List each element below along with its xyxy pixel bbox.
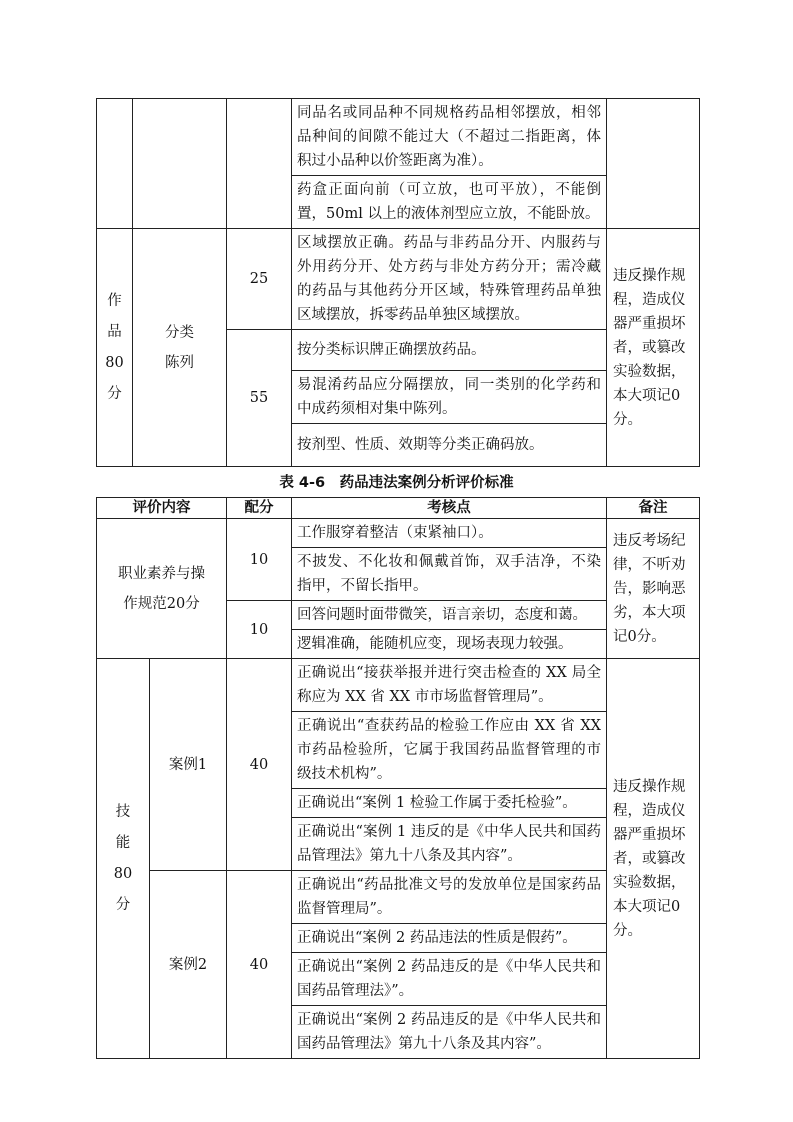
score-cell: 10 (227, 601, 292, 659)
case-name: 案例1 (150, 659, 227, 871)
header-row (97, 498, 700, 519)
check-item: 药盒正面向前（可立放，也可平放），不能倒置，50ml 以上的液体剂型应立放，不能卧放。 (292, 176, 607, 229)
table-row (97, 519, 700, 548)
check-item: 逻辑准确，能随机应变，现场表现力较强。 (292, 630, 607, 659)
table-row (97, 99, 700, 176)
header-score: 配分 (227, 498, 292, 519)
check-item: 按分类标识牌正确摆放药品。 (292, 330, 607, 371)
check-item: 不披发、不化妆和佩戴首饰，双手洁净，不染指甲，不留长指甲。 (292, 548, 607, 601)
check-item: 正确说出“案例 2 药品违法的性质是假药”。 (292, 924, 607, 953)
subcategory-cell: 分类 陈列 (133, 229, 227, 467)
check-item: 按剂型、性质、效期等分类正确码放。 (292, 424, 607, 467)
check-item: 同品名或同品种不同规格药品相邻摆放，相邻品种间的间隙不能过大（不超过二指距离，体积过小品种以价签距离为准）。 (292, 99, 607, 176)
category-cell: 作 品 80 分 (97, 229, 133, 467)
section-label: 技 能 80 分 (97, 659, 150, 1059)
section-label: 职业素养与操 作规范20分 (97, 519, 227, 659)
note-cell: 违反操作规程，造成仪器严重损坏者，或篡改实验数据，本大项记0分。 (607, 229, 700, 467)
note-cell: 违反考场纪律，不听劝告，影响恶劣，本大项记0分。 (607, 519, 700, 659)
table-continued (96, 98, 700, 467)
check-item: 正确说出“案例 1 违反的是《中华人民共和国药品管理法》第九十八条及其内容”。 (292, 818, 607, 871)
score-cell: 25 (227, 229, 292, 330)
check-item: 正确说出“接获举报并进行突击检查的 XX 局全称应为 XX 省 XX 市市场监督管理局”。 (292, 659, 607, 712)
check-item: 易混淆药品应分隔摆放，同一类别的化学药和中成药须相对集中陈列。 (292, 371, 607, 424)
check-item: 正确说出“案例 2 药品违反的是《中华人民共和国药品管理法》”。 (292, 953, 607, 1006)
score-cell: 10 (227, 519, 292, 601)
header-check-point: 考核点 (292, 498, 607, 519)
check-item: 工作服穿着整洁（束紧袖口）。 (292, 519, 607, 548)
case-name: 案例2 (150, 871, 227, 1059)
header-eval-content: 评价内容 (97, 498, 227, 519)
note-cell: 违反操作规程，造成仪器严重损坏者，或篡改实验数据，本大项记0分。 (607, 659, 700, 1059)
score-cell: 40 (227, 871, 292, 1059)
check-item: 正确说出“案例 1 检验工作属于委托检验”。 (292, 789, 607, 818)
check-item: 回答问题时面带微笑，语言亲切，态度和蔼。 (292, 601, 607, 630)
check-item: 正确说出“查获药品的检验工作应由 XX 省 XX 市药品检验所，它属于我国药品监督管理的市级技术机构”。 (292, 712, 607, 789)
evaluation-table (96, 497, 700, 1059)
check-item: 区域摆放正确。药品与非药品分开、内服药与外用药分开、处方药与非处方药分开；需冷藏的药品与其他药分开区域，特殊管理药品单独区域摆放，拆零药品单独区域摆放。 (292, 229, 607, 330)
check-item: 正确说出“药品批准文号的发放单位是国家药品监督管理局”。 (292, 871, 607, 924)
table-row (97, 229, 700, 330)
header-remark: 备注 (607, 498, 700, 519)
table-caption: 表 4-6 药品违法案例分析评价标准 (279, 475, 514, 491)
check-item: 正确说出“案例 2 药品违反的是《中华人民共和国药品管理法》第九十八条及其内容”。 (292, 1006, 607, 1059)
score-cell: 40 (227, 659, 292, 871)
score-cell: 55 (227, 330, 292, 467)
table-row (97, 659, 700, 712)
